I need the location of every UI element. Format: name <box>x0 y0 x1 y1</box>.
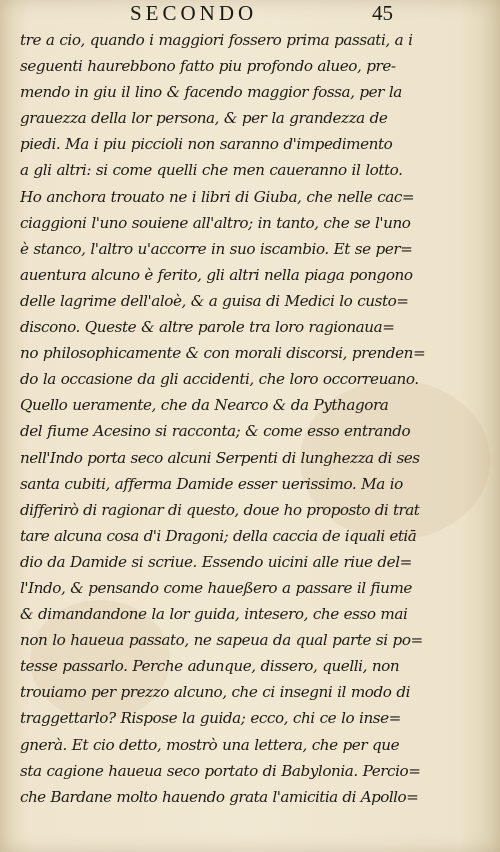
text-line: & dimandandone la lor guida, intesero, che esso mai <box>20 605 408 624</box>
text-line: do la occasione da gli accidenti, che loro occorreuano. <box>20 370 419 389</box>
text-line: non lo haueua passato, ne sapeua da qual parte si po= <box>20 631 423 650</box>
text-line: delle lagrime dell'aloè, & a guisa di Medici lo custo= <box>20 291 409 310</box>
text-line: nell'Indo porta seco alcuni Serpenti di lunghezza di ses <box>20 448 420 467</box>
text-line: gnerà. Et cio detto, mostrò una lettera, che per que <box>20 735 400 754</box>
text-line: santa cubiti, afferma Damide esser uerissimo. Ma io <box>20 474 403 493</box>
running-title: SECONDO <box>130 1 258 25</box>
text-line: Quello ueramente, che da Nearco & da Pythagora <box>20 396 389 415</box>
text-line: no philosophicamente & con morali discorsi, prenden= <box>20 344 426 363</box>
text-line: ciaggioni l'uno souiene all'altro; in tanto, che se l'uno <box>20 213 411 232</box>
text-line: traggettarlo? Rispose la guida; ecco, chi ce lo inse= <box>20 709 401 728</box>
running-head <box>0 0 500 26</box>
text-line: a gli altri: si come quelli che men caueranno il lotto. <box>20 161 403 180</box>
text-line: dio da Damide si scriue. Essendo uicini alle riue del= <box>20 552 412 571</box>
text-line: l'Indo, & pensando come haueßero a passare il fiume <box>20 578 412 597</box>
text-line: auentura alcuno è ferito, gli altri nella piaga pongono <box>20 265 413 284</box>
text-line: piedi. Ma i piu piccioli non saranno d'impedimento <box>20 135 393 154</box>
text-line: è stanco, l'altro u'accorre in suo iscambio. Et se per= <box>20 239 413 258</box>
text-line: grauezza della lor persona, & per la grandezza de <box>20 109 388 128</box>
text-line: mendo in giu il lino & facendo maggior fossa, per la <box>20 83 402 102</box>
text-line: tesse passarlo. Perche adunque, dissero, quelli, non <box>20 657 400 676</box>
page-number: 45 <box>372 1 393 25</box>
text-line: discono. Queste & altre parole tra loro ragionaua= <box>20 318 395 337</box>
text-line: tre a cio, quando i maggiori fossero prima passati, a i <box>20 31 413 49</box>
body-text <box>20 27 482 810</box>
text-line: trouiamo per prezzo alcuno, che ci insegni il modo di <box>20 683 411 702</box>
text-line: differirò di ragionar di questo, doue ho proposto di trat <box>20 500 420 519</box>
text-line: tare alcuna cosa d'i Dragoni; della caccia de iquali etiā <box>20 526 417 545</box>
text-line: Ho anchora trouato ne i libri di Giuba, che nelle cac= <box>20 187 415 206</box>
text-line: sta cagione haueua seco portato di Babylonia. Percio= <box>20 761 421 780</box>
text-line: seguenti haurebbono fatto piu profondo alueo, pre- <box>20 57 396 76</box>
text-line: del fiume Acesino si racconta; & come esso entrando <box>20 422 411 441</box>
text-line: che Bardane molto hauendo grata l'amicitia di Apollo= <box>20 787 419 806</box>
